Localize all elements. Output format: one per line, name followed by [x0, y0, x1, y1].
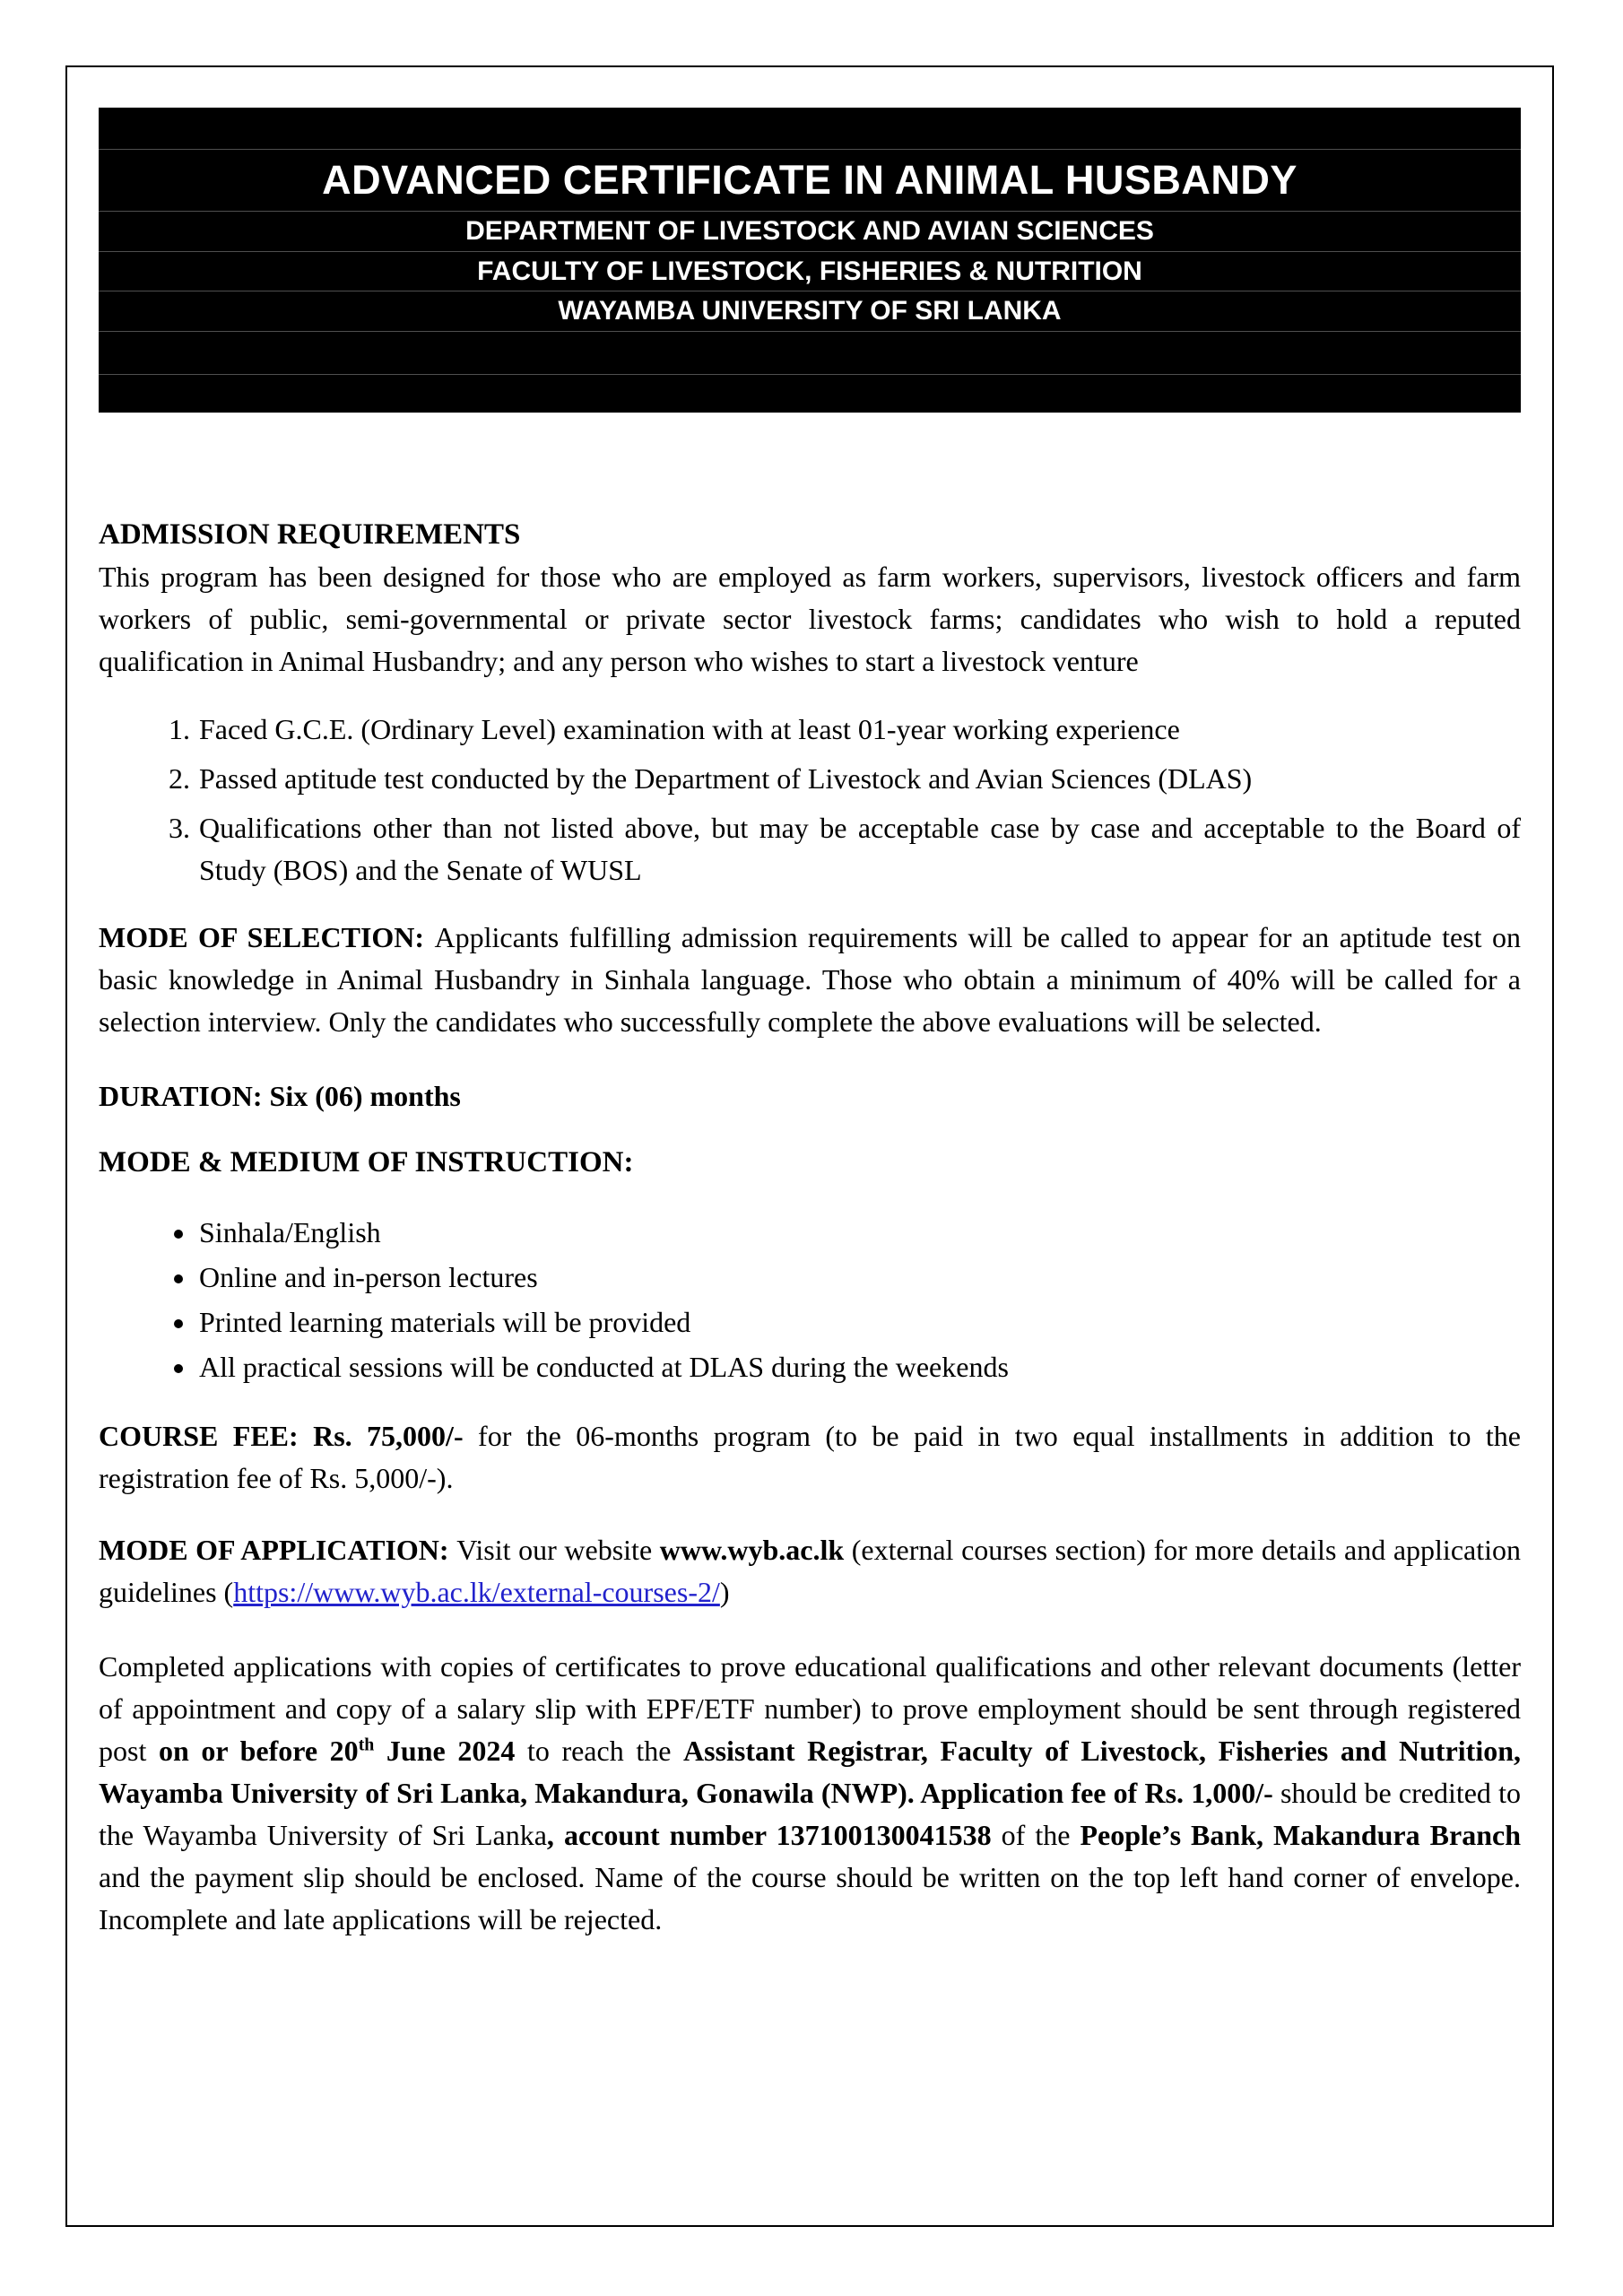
text-run: on or before 20 [158, 1735, 359, 1767]
text-run: June 2024 [374, 1735, 516, 1767]
header-spacer-row-mid [99, 331, 1521, 374]
text-run: www.wyb.ac.lk [659, 1534, 845, 1566]
list-item: • All practical sessions will be conducted at DLAS during the weekends [197, 1346, 1521, 1388]
list-item: • Online and in-person lectures [197, 1257, 1521, 1299]
text-run: COURSE FEE: Rs. 75,000/- [99, 1420, 479, 1452]
text-run: to reach the [515, 1735, 684, 1767]
text-run: should be credited to the Wayamba University of Sri Lanka [99, 1777, 1522, 1851]
list-item: 1. Faced G.C.E. (Ordinary Level) examination with at least 01-year working experience [197, 709, 1521, 751]
duration-line [99, 1075, 1521, 1118]
list-item: 3. Qualifications other than not listed above, but may be acceptable case by case and acceptable to the Board of Study (BOS) and the Senate of WUSL [197, 807, 1521, 891]
text-run: for the 06-months program (to be paid in two equal installments in addition to the registration fee of Rs. 5,000/-). [99, 1420, 1522, 1494]
text-run: of the [991, 1819, 1081, 1851]
text-run: ) [719, 1576, 730, 1608]
header-faculty: FACULTY OF LIVESTOCK, FISHERIES & NUTRITION [99, 251, 1521, 291]
header-university: WAYAMBA UNIVERSITY OF SRI LANKA [99, 291, 1521, 331]
application-details-paragraph [99, 1646, 1521, 1941]
list-item: 2. Passed aptitude test conducted by the Department of Livestock and Avian Sciences (DLAS) [197, 758, 1521, 800]
course-title: ADVANCED CERTIFICATE IN ANIMAL HUSBANDY [99, 149, 1521, 211]
list-item: • Sinhala/English [197, 1212, 1521, 1254]
text-run: , account number 137100130041538 [546, 1819, 992, 1851]
header-banner [99, 108, 1521, 413]
text-run: MODE OF SELECTION: [99, 921, 435, 953]
page-border [65, 65, 1554, 2227]
mode-of-application-paragraph [99, 1529, 1521, 1613]
admission-intro-paragraph: This program has been designed for those who are employed as farm workers, supervisors, livestock officers and farm workers of public, semi-governmental or private sector livestock farms; candidates who wish to hold a reputed qualification in Animal Husbandry; and any person who wishes to start a livestock venture [99, 561, 1521, 677]
mode-of-selection-paragraph [99, 917, 1521, 1043]
instruction-heading: MODE & MEDIUM OF INSTRUCTION: [99, 1146, 634, 1178]
instruction-list [99, 1212, 1521, 1388]
text-run: th [358, 1735, 375, 1755]
list-item: • Printed learning materials will be provided [197, 1301, 1521, 1344]
text-run: (external courses section) for more details and application guidelines ( [99, 1534, 1522, 1608]
header-department: DEPARTMENT OF LIVESTOCK AND AVIAN SCIENCES [99, 211, 1521, 251]
text-run: DURATION: Six (06) months [99, 1080, 461, 1112]
document-body [99, 514, 1521, 1941]
text-run: Completed applications with copies of certificates to prove educational qualifications and other relevant documents (letter of appointment and copy of a salary slip with EPF/ETF number) to prove employment should be sent through registered post [99, 1650, 1521, 1767]
text-run: and the payment slip should be enclosed. Name of the course should be written on the top left hand corner of envelope. Incomplete and late applications will be rejected. [99, 1861, 1521, 1935]
text-run: MODE OF APPLICATION: [99, 1534, 457, 1566]
text-run: Assistant Registrar, Faculty of Livestock, Fisheries and Nutrition, Wayamba University of Sri Lanka, Makandura, Gonawila (NWP). Application fee of Rs. 1,000/- [99, 1735, 1522, 1809]
external-courses-link[interactable]: https://www.wyb.ac.lk/external-courses-2/ [233, 1576, 720, 1608]
admission-requirements-heading: ADMISSION REQUIREMENTS [99, 518, 521, 551]
text-run: Applicants fulfilling admission requirements will be called to appear for an aptitude test on basic knowledge in Animal Husbandry in Sinhala language. Those who obtain a minimum of 40% will be called for a selection interview. Only the candidates who successfully complete the above evaluations will be selected. [99, 921, 1522, 1038]
text-run: People’s Bank, Makandura Branch [1080, 1819, 1522, 1851]
admission-requirements-list [99, 709, 1521, 891]
header-spacer-row-bottom [99, 374, 1521, 413]
header-spacer-row-top [99, 108, 1521, 149]
course-fee-paragraph [99, 1415, 1521, 1500]
text-run: Visit our website [456, 1534, 660, 1566]
